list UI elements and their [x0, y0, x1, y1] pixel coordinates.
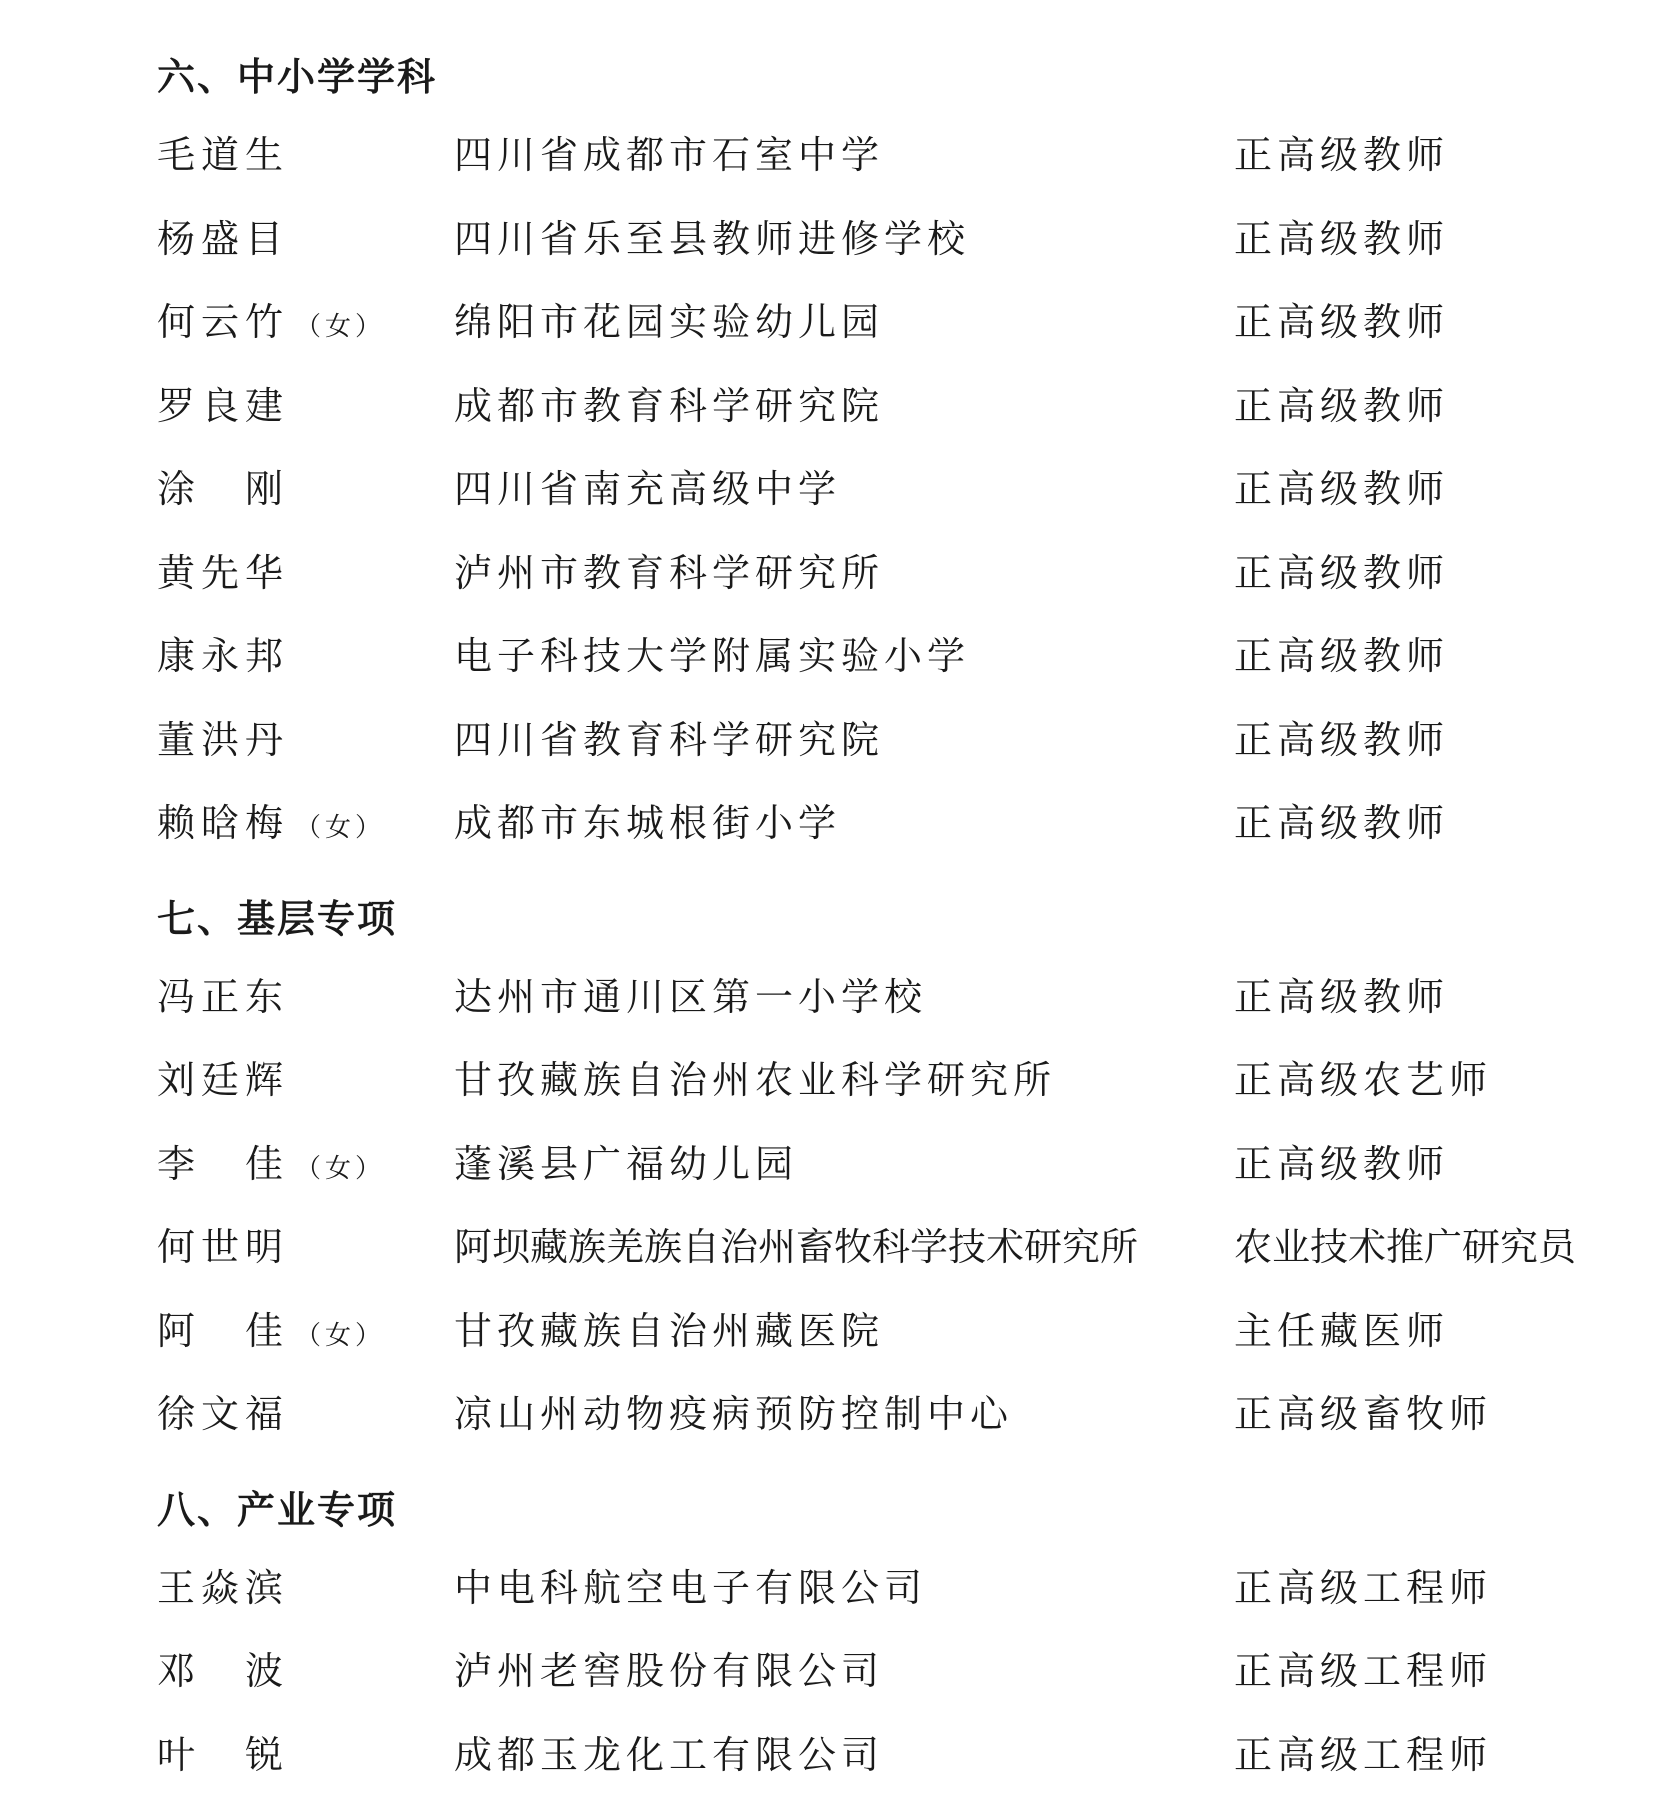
organization: 达州市通川区第一小学校 — [454, 974, 928, 1019]
professional-title: 正高级农艺师 — [1234, 1058, 1493, 1102]
organization: 甘孜藏族自治州藏医院 — [454, 1308, 885, 1353]
organization: 电子科技大学附属实验小学 — [454, 634, 971, 678]
organization: 四川省南充高级中学 — [454, 467, 842, 511]
professional-title: 正高级畜牧师 — [1234, 1392, 1493, 1436]
organization: 蓬溪县广福幼儿园 — [454, 1141, 799, 1186]
professional-title: 农业技术推广研究员 — [1234, 1225, 1577, 1269]
list-item — [157, 1714, 1577, 1798]
professional-title: 正高级教师 — [1234, 133, 1450, 177]
professional-title: 正高级教师 — [1234, 634, 1450, 678]
person-name: 罗良建 — [157, 383, 290, 428]
organization: 泸州老窖股份有限公司 — [454, 1649, 885, 1693]
person-name: 徐文福 — [157, 1392, 290, 1436]
person-name: 何世明 — [157, 1225, 290, 1269]
organization: 四川省教育科学研究院 — [454, 717, 885, 762]
professional-title: 正高级教师 — [1234, 300, 1450, 344]
gender-note: （女） — [295, 1320, 386, 1351]
professional-title: 正高级教师 — [1234, 216, 1450, 261]
person-name: 李 佳 （女） — [157, 1141, 386, 1186]
organization: 甘孜藏族自治州农业科学研究所 — [454, 1058, 1057, 1102]
list-item — [157, 1039, 1577, 1123]
section-industry-special — [157, 1473, 1577, 1798]
professional-title: 主任藏医师 — [1234, 1308, 1450, 1353]
list-item — [157, 956, 1577, 1040]
person-name: 康永邦 — [157, 634, 290, 678]
organization: 四川省乐至县教师进修学校 — [454, 216, 971, 261]
professional-title: 正高级教师 — [1234, 801, 1450, 845]
organization: 阿坝藏族羌族自治州畜牧科学技术研究所 — [454, 1225, 1139, 1269]
list-item — [157, 114, 1577, 198]
person-name: 何云竹 （女） — [157, 300, 386, 344]
document-page — [157, 40, 1577, 1797]
person-name: 毛道生 — [157, 133, 290, 177]
person-name: 王焱滨 — [157, 1565, 290, 1610]
professional-title: 正高级教师 — [1234, 974, 1450, 1019]
section-primary-secondary-subjects — [157, 40, 1577, 866]
list-item — [157, 699, 1577, 783]
person-name: 阿 佳 （女） — [157, 1308, 386, 1353]
professional-title: 正高级教师 — [1234, 383, 1450, 428]
list-item — [157, 198, 1577, 282]
organization: 绵阳市花园实验幼儿园 — [454, 300, 885, 344]
list-item — [157, 1547, 1577, 1631]
professional-title: 正高级教师 — [1234, 467, 1450, 511]
person-name: 杨盛目 — [157, 216, 290, 261]
gender-note: （女） — [295, 312, 386, 342]
organization: 成都市东城根街小学 — [454, 801, 842, 845]
professional-title: 正高级教师 — [1234, 717, 1450, 762]
person-name: 邓 波 — [157, 1649, 290, 1693]
professional-title: 正高级工程师 — [1234, 1565, 1493, 1610]
organization: 凉山州动物疫病预防控制中心 — [454, 1392, 1014, 1436]
section-grassroots-special — [157, 882, 1577, 1457]
person-name: 涂 刚 — [157, 467, 290, 511]
organization: 成都玉龙化工有限公司 — [454, 1732, 885, 1777]
list-item — [157, 615, 1577, 699]
organization: 成都市教育科学研究院 — [454, 383, 885, 428]
person-name: 叶 锐 — [157, 1732, 290, 1777]
person-name: 冯正东 — [157, 974, 290, 1019]
organization: 中电科航空电子有限公司 — [454, 1565, 928, 1610]
list-item — [157, 532, 1577, 616]
professional-title: 正高级教师 — [1234, 1141, 1450, 1186]
organization: 泸州市教育科学研究所 — [454, 550, 885, 595]
person-name: 黄先华 — [157, 550, 290, 595]
list-item — [157, 1206, 1577, 1290]
professional-title: 正高级工程师 — [1234, 1649, 1493, 1693]
professional-title: 正高级工程师 — [1234, 1732, 1493, 1777]
list-item — [157, 782, 1577, 866]
list-item — [157, 1630, 1577, 1714]
list-item — [157, 365, 1577, 449]
list-item — [157, 281, 1577, 365]
section-heading: 六、中小学学科 — [157, 55, 438, 99]
gender-note: （女） — [295, 1153, 386, 1184]
list-item — [157, 448, 1577, 532]
professional-title: 正高级教师 — [1234, 550, 1450, 595]
section-heading: 八、产业专项 — [157, 1487, 398, 1532]
person-name: 赖晗梅 （女） — [157, 801, 386, 845]
organization: 四川省成都市石室中学 — [454, 133, 885, 177]
gender-note: （女） — [295, 813, 386, 843]
list-item — [157, 1373, 1577, 1457]
person-name: 董洪丹 — [157, 717, 290, 762]
list-item — [157, 1123, 1577, 1207]
list-item — [157, 1290, 1577, 1374]
person-name: 刘廷辉 — [157, 1058, 290, 1102]
section-heading: 七、基层专项 — [157, 896, 398, 941]
